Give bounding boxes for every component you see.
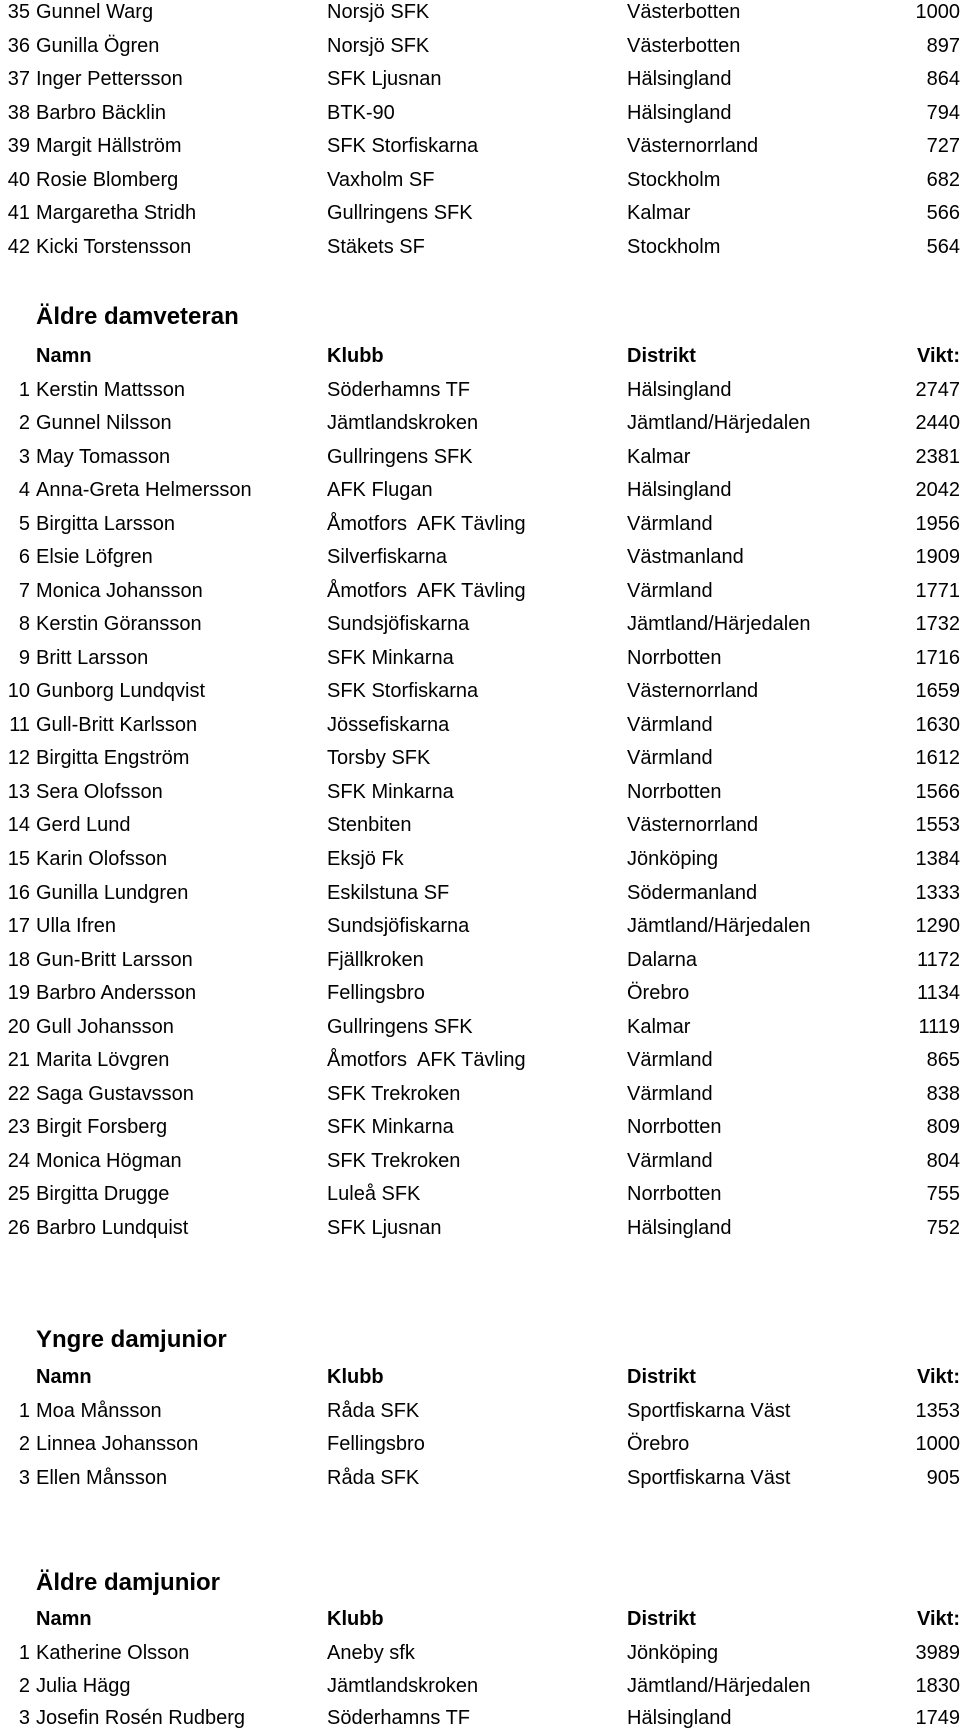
club-cell: SFK Minkarna [327, 647, 454, 669]
header-district: Distrikt [627, 1608, 696, 1630]
points-cell: 1172 [916, 949, 960, 971]
district-cell: Södermanland [627, 882, 758, 904]
rank-cell: 40 [7, 169, 30, 191]
name-cell: Linnea Johansson [36, 1433, 199, 1455]
district-cell: Västernorrland [627, 814, 759, 836]
rank-cell: 3 [18, 1467, 30, 1489]
table-header [0, 1604, 960, 1634]
table-header [0, 1362, 960, 1392]
name-cell: Josefin Rosén Rudberg [36, 1707, 246, 1729]
club-cell: SFK Storfiskarna [327, 135, 479, 157]
points-cell: 864 [926, 68, 960, 90]
rank-cell: 38 [7, 102, 30, 124]
points-cell: 1771 [915, 580, 960, 602]
table-row [0, 576, 960, 606]
points-cell: 2440 [915, 412, 960, 434]
district-cell: Kalmar [627, 1016, 691, 1038]
points-cell: 1956 [915, 513, 960, 535]
table-row [0, 609, 960, 639]
table-row [0, 165, 960, 195]
name-cell: Gunborg Lundqvist [36, 680, 206, 702]
district-cell: Västmanland [627, 546, 744, 568]
points-cell: 1290 [915, 915, 960, 937]
points-cell: 1716 [915, 647, 960, 669]
rank-cell: 3 [18, 446, 30, 468]
points-cell: 1384 [915, 848, 960, 870]
name-cell: Gunnel Nilsson [36, 412, 172, 434]
district-cell: Stockholm [627, 169, 721, 191]
table-row [0, 64, 960, 94]
district-cell: Värmland [627, 1083, 713, 1105]
points-cell: 1732 [915, 613, 960, 635]
points-cell: 727 [926, 135, 960, 157]
club-cell: Fjällkroken [327, 949, 424, 971]
points-cell: 1000 [915, 1, 960, 23]
table-row [0, 1146, 960, 1176]
district-cell: Jämtland/Härjedalen [627, 915, 811, 937]
district-cell: Örebro [627, 982, 690, 1004]
club-cell: Eskilstuna SF [327, 882, 450, 904]
district-cell: Västernorrland [627, 680, 759, 702]
rank-cell: 13 [7, 781, 30, 803]
district-cell: Hälsingland [627, 379, 732, 401]
points-cell: 865 [926, 1049, 960, 1071]
club-cell: Gullringens SFK [327, 1016, 473, 1038]
club-cell: Åmotfors AFK Tävling [327, 513, 526, 535]
table-row [0, 911, 960, 941]
club-cell: Luleå SFK [327, 1183, 421, 1205]
points-cell: 682 [926, 169, 960, 191]
name-cell: Birgitta Drugge [36, 1183, 170, 1205]
header-name: Namn [36, 1608, 92, 1630]
points-cell: 1000 [915, 1433, 960, 1455]
district-cell: Jönköping [627, 848, 719, 870]
rank-cell: 1 [18, 1400, 30, 1422]
club-cell: SFK Minkarna [327, 1116, 454, 1138]
name-cell: Kerstin Göransson [36, 613, 202, 635]
district-cell: Värmland [627, 1049, 713, 1071]
name-cell: Monica Högman [36, 1150, 182, 1172]
name-cell: Barbro Andersson [36, 982, 197, 1004]
table-row [0, 1012, 960, 1042]
table-row [0, 710, 960, 740]
header-name: Namn [36, 345, 92, 367]
rank-cell: 2 [18, 412, 30, 434]
table-header [0, 341, 960, 371]
rank-cell: 4 [18, 479, 30, 501]
points-cell: 564 [926, 236, 960, 258]
table-row [0, 777, 960, 807]
name-cell: Saga Gustavsson [36, 1083, 194, 1105]
club-cell: SFK Minkarna [327, 781, 454, 803]
table-row [0, 509, 960, 539]
club-cell: Stenbiten [327, 814, 412, 836]
rank-cell: 26 [7, 1217, 30, 1239]
name-cell: Kicki Torstensson [36, 236, 192, 258]
points-cell: 2381 [915, 446, 960, 468]
table-row [0, 945, 960, 975]
points-cell: 905 [926, 1467, 960, 1489]
table-row [0, 31, 960, 61]
name-cell: Kerstin Mattsson [36, 379, 185, 401]
club-cell: SFK Ljusnan [327, 1217, 442, 1239]
rank-cell: 1 [18, 1642, 30, 1664]
rank-cell: 5 [18, 513, 30, 535]
points-cell: 838 [926, 1083, 960, 1105]
table-row [0, 1463, 960, 1493]
rank-cell: 35 [7, 1, 30, 23]
name-cell: Barbro Lundquist [36, 1217, 189, 1239]
name-cell: Gunilla Ögren [36, 35, 160, 57]
name-cell: Birgitta Engström [36, 747, 190, 769]
name-cell: Birgit Forsberg [36, 1116, 168, 1138]
name-cell: Elsie Löfgren [36, 546, 153, 568]
rank-cell: 17 [7, 915, 30, 937]
district-cell: Kalmar [627, 202, 691, 224]
club-cell: Torsby SFK [327, 747, 431, 769]
district-cell: Värmland [627, 747, 713, 769]
points-cell: 566 [926, 202, 960, 224]
table-row [0, 1396, 960, 1426]
table-row [0, 643, 960, 673]
table-row [0, 542, 960, 572]
club-cell: AFK Flugan [327, 479, 433, 501]
section-title: Yngre damjunior [36, 1326, 227, 1353]
district-cell: Hälsingland [627, 1707, 732, 1729]
district-cell: Hälsingland [627, 102, 732, 124]
rank-cell: 21 [7, 1049, 30, 1071]
rank-cell: 19 [7, 982, 30, 1004]
points-cell: 3989 [915, 1642, 960, 1664]
name-cell: Karin Olofsson [36, 848, 168, 870]
district-cell: Hälsingland [627, 68, 732, 90]
table-row [0, 131, 960, 161]
table-row [0, 1213, 960, 1243]
district-cell: Kalmar [627, 446, 691, 468]
club-cell: SFK Trekroken [327, 1083, 461, 1105]
club-cell: Stäkets SF [327, 236, 425, 258]
points-cell: 794 [926, 102, 960, 124]
district-cell: Norrbotten [627, 1183, 722, 1205]
rank-cell: 18 [7, 949, 30, 971]
header-club: Klubb [327, 1366, 384, 1388]
table-row [0, 475, 960, 505]
rank-cell: 6 [18, 546, 30, 568]
rank-cell: 20 [7, 1016, 30, 1038]
district-cell: Norrbotten [627, 781, 722, 803]
rank-cell: 25 [7, 1183, 30, 1205]
rank-cell: 22 [7, 1083, 30, 1105]
table-row [0, 0, 960, 27]
table-row [0, 408, 960, 438]
rank-cell: 37 [7, 68, 30, 90]
club-cell: Jämtlandskroken [327, 412, 479, 434]
district-cell: Värmland [627, 1150, 713, 1172]
club-cell: SFK Trekroken [327, 1150, 461, 1172]
header-district: Distrikt [627, 345, 696, 367]
table-row [0, 1179, 960, 1209]
table-row [0, 1045, 960, 1075]
district-cell: Örebro [627, 1433, 690, 1455]
district-cell: Västerbotten [627, 35, 741, 57]
club-cell: Fellingsbro [327, 1433, 425, 1455]
table-row [0, 878, 960, 908]
club-cell: Norsjö SFK [327, 35, 430, 57]
club-cell: Aneby sfk [327, 1642, 415, 1664]
club-cell: Råda SFK [327, 1400, 420, 1422]
points-cell: 1566 [915, 781, 960, 803]
club-cell: Fellingsbro [327, 982, 425, 1004]
rank-cell: 11 [9, 714, 30, 736]
table-row [0, 232, 960, 262]
name-cell: Britt Larsson [36, 647, 149, 669]
table-row [0, 844, 960, 874]
rank-cell: 39 [7, 135, 30, 157]
rank-cell: 1 [18, 379, 30, 401]
district-cell: Dalarna [627, 949, 698, 971]
club-cell: Gullringens SFK [327, 446, 473, 468]
points-cell: 1659 [915, 680, 960, 702]
name-cell: Gunilla Lundgren [36, 882, 189, 904]
rank-cell: 9 [18, 647, 30, 669]
rank-cell: 10 [7, 680, 30, 702]
points-cell: 897 [926, 35, 960, 57]
header-club: Klubb [327, 345, 384, 367]
header-points: Vikt: [917, 1608, 960, 1630]
name-cell: May Tomasson [36, 446, 171, 468]
name-cell: Gerd Lund [36, 814, 131, 836]
points-cell: 1134 [916, 982, 960, 1004]
name-cell: Gun-Britt Larsson [36, 949, 193, 971]
rank-cell: 2 [18, 1675, 30, 1697]
name-cell: Katherine Olsson [36, 1642, 190, 1664]
rank-cell: 24 [7, 1150, 30, 1172]
district-cell: Jämtland/Härjedalen [627, 1675, 811, 1697]
points-cell: 1612 [915, 747, 960, 769]
table-row [0, 198, 960, 228]
rank-cell: 15 [7, 848, 30, 870]
points-cell: 1553 [915, 814, 960, 836]
table-row [0, 978, 960, 1008]
club-cell: Råda SFK [327, 1467, 420, 1489]
points-cell: 1830 [915, 1675, 960, 1697]
table-row [0, 1671, 960, 1701]
rank-cell: 23 [7, 1116, 30, 1138]
district-cell: Västerbotten [627, 1, 741, 23]
header-points: Vikt: [917, 1366, 960, 1388]
club-cell: Åmotfors AFK Tävling [327, 580, 526, 602]
rank-cell: 42 [7, 236, 30, 258]
name-cell: Margit Hällström [36, 135, 182, 157]
points-cell: 2042 [915, 479, 960, 501]
rank-cell: 41 [7, 202, 30, 224]
name-cell: Rosie Blomberg [36, 169, 179, 191]
club-cell: Söderhamns TF [327, 1707, 471, 1729]
points-cell: 809 [926, 1116, 960, 1138]
district-cell: Jämtland/Härjedalen [627, 613, 811, 635]
header-club: Klubb [327, 1608, 384, 1630]
header-name: Namn [36, 1366, 92, 1388]
rank-cell: 12 [7, 747, 30, 769]
points-cell: 2747 [915, 379, 960, 401]
points-cell: 752 [926, 1217, 960, 1239]
name-cell: Barbro Bäcklin [36, 102, 167, 124]
district-cell: Jönköping [627, 1642, 719, 1664]
name-cell: Marita Lövgren [36, 1049, 170, 1071]
name-cell: Sera Olofsson [36, 781, 163, 803]
district-cell: Jämtland/Härjedalen [627, 412, 811, 434]
rank-cell: 8 [18, 613, 30, 635]
points-cell: 1749 [915, 1707, 960, 1729]
club-cell: Norsjö SFK [327, 1, 430, 23]
name-cell: Inger Pettersson [36, 68, 183, 90]
rank-cell: 36 [7, 35, 30, 57]
name-cell: Ellen Månsson [36, 1467, 168, 1489]
district-cell: Stockholm [627, 236, 721, 258]
district-cell: Sportfiskarna Väst [627, 1467, 791, 1489]
district-cell: Värmland [627, 714, 713, 736]
rank-cell: 2 [18, 1433, 30, 1455]
name-cell: Birgitta Larsson [36, 513, 175, 535]
table-row [0, 676, 960, 706]
district-cell: Norrbotten [627, 1116, 722, 1138]
section-title: Äldre damjunior [36, 1569, 221, 1596]
club-cell: BTK-90 [327, 102, 395, 124]
table-row [0, 1079, 960, 1109]
name-cell: Julia Hägg [36, 1675, 131, 1697]
district-cell: Sportfiskarna Väst [627, 1400, 791, 1422]
table-row [0, 442, 960, 472]
table-row [0, 1703, 960, 1733]
club-cell: Gullringens SFK [327, 202, 473, 224]
club-cell: Jämtlandskroken [327, 1675, 479, 1697]
points-cell: 1909 [915, 546, 960, 568]
table-row [0, 98, 960, 128]
club-cell: Eksjö Fk [327, 848, 404, 870]
rank-cell: 7 [18, 580, 30, 602]
club-cell: SFK Ljusnan [327, 68, 442, 90]
name-cell: Margaretha Stridh [36, 202, 197, 224]
club-cell: Silverfiskarna [327, 546, 448, 568]
district-cell: Norrbotten [627, 647, 722, 669]
name-cell: Gull Johansson [36, 1016, 174, 1038]
table-row [0, 1112, 960, 1142]
club-cell: Söderhamns TF [327, 379, 471, 401]
header-district: Distrikt [627, 1366, 696, 1388]
name-cell: Monica Johansson [36, 580, 203, 602]
points-cell: 1353 [915, 1400, 960, 1422]
club-cell: Jössefiskarna [327, 714, 450, 736]
points-cell: 755 [926, 1183, 960, 1205]
district-cell: Hälsingland [627, 1217, 732, 1239]
name-cell: Anna-Greta Helmersson [36, 479, 252, 501]
name-cell: Moa Månsson [36, 1400, 162, 1422]
section-title: Äldre damveteran [36, 303, 239, 330]
district-cell: Värmland [627, 513, 713, 535]
header-points: Vikt: [917, 345, 960, 367]
district-cell: Hälsingland [627, 479, 732, 501]
table-row [0, 1429, 960, 1459]
points-cell: 804 [926, 1150, 960, 1172]
district-cell: Västernorrland [627, 135, 759, 157]
club-cell: Sundsjöfiskarna [327, 613, 470, 635]
name-cell: Gunnel Warg [36, 1, 154, 23]
table-row [0, 810, 960, 840]
points-cell: 1333 [915, 882, 960, 904]
district-cell: Värmland [627, 580, 713, 602]
rank-cell: 16 [7, 882, 30, 904]
table-row [0, 375, 960, 405]
name-cell: Ulla Ifren [36, 915, 117, 937]
rank-cell: 3 [18, 1707, 30, 1729]
points-cell: 1630 [915, 714, 960, 736]
club-cell: Sundsjöfiskarna [327, 915, 470, 937]
club-cell: SFK Storfiskarna [327, 680, 479, 702]
points-cell: 1119 [918, 1016, 960, 1038]
club-cell: Vaxholm SF [327, 169, 435, 191]
table-row [0, 1638, 960, 1668]
name-cell: Gull-Britt Karlsson [36, 714, 198, 736]
table-row [0, 743, 960, 773]
club-cell: Åmotfors AFK Tävling [327, 1049, 526, 1071]
rank-cell: 14 [7, 814, 30, 836]
